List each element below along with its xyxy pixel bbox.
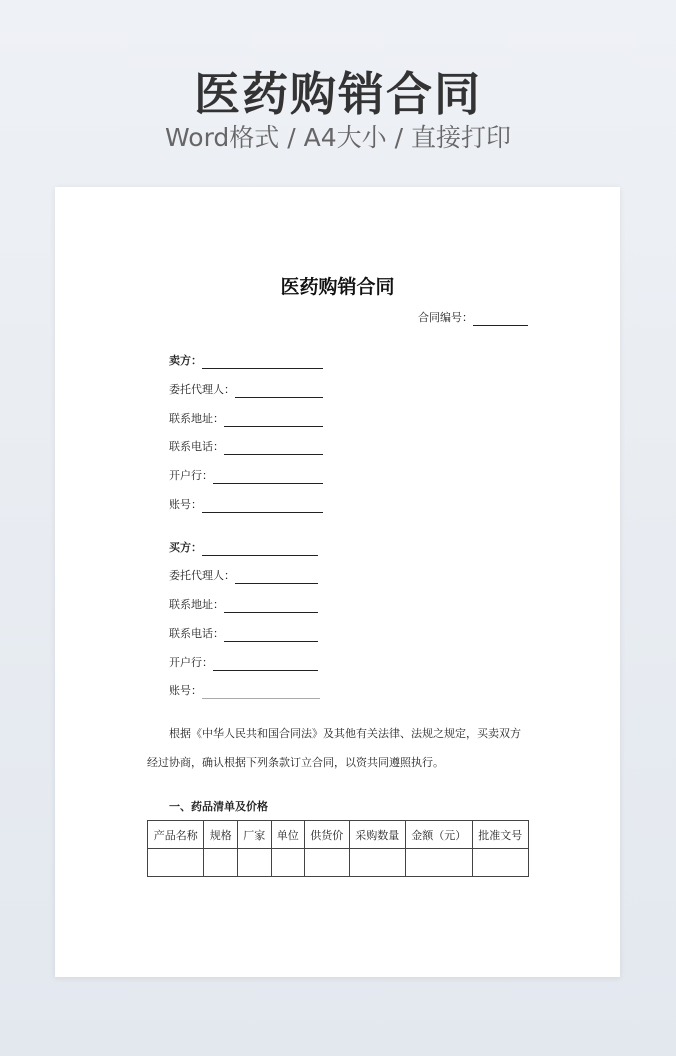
table-header-cell: 厂家 <box>237 821 271 849</box>
table-cell <box>349 849 405 877</box>
document-title: 医药购销合同 <box>280 276 395 298</box>
banner-title: 医药购销合同 <box>194 67 482 121</box>
seller-bank-label: 开户行： <box>169 469 213 482</box>
buyer-name-label: 买方： <box>169 541 202 554</box>
seller-phone-label: 联系电话： <box>169 440 224 453</box>
section-1-title: 一、药品清单及价格 <box>169 800 268 813</box>
contract-number-field <box>418 310 528 326</box>
contract-number-label: 合同编号： <box>418 311 473 324</box>
buyer-agent-blank <box>235 571 318 584</box>
seller-name-label: 卖方： <box>169 354 202 367</box>
table-header-cell: 供货价 <box>305 821 350 849</box>
table-cell <box>237 849 271 877</box>
seller-account-label: 账号： <box>169 498 202 511</box>
buyer-bank-label: 开户行： <box>169 656 213 669</box>
seller-bank-field <box>169 468 323 484</box>
table-header-cell: 产品名称 <box>148 821 204 849</box>
table-row <box>148 849 529 877</box>
buyer-address-field <box>169 597 318 613</box>
seller-phone-field <box>169 439 323 455</box>
seller-account-field <box>169 497 323 513</box>
seller-agent-label: 委托代理人： <box>169 383 235 396</box>
buyer-bank-field <box>169 655 318 671</box>
intro-paragraph: 根据《中华人民共和国合同法》及其他有关法律、法规之规定，买卖双方经过协商，确认根据下列条款订立合同，以资共同遵照执行。 <box>147 727 521 769</box>
table-cell <box>305 849 350 877</box>
table-cell <box>148 849 204 877</box>
buyer-agent-field <box>169 568 318 584</box>
table-cell <box>204 849 238 877</box>
table-cell <box>472 849 528 877</box>
buyer-name-blank <box>202 543 318 556</box>
table-header-cell: 单位 <box>271 821 305 849</box>
buyer-bank-blank <box>213 658 318 671</box>
table-header-row <box>148 821 529 849</box>
document-page <box>55 187 620 977</box>
buyer-phone-label: 联系电话： <box>169 627 224 640</box>
buyer-agent-label: 委托代理人： <box>169 569 235 582</box>
buyer-account-blank <box>202 686 320 699</box>
buyer-account-label: 账号： <box>169 684 202 697</box>
buyer-phone-field <box>169 626 318 642</box>
seller-address-label: 联系地址： <box>169 412 224 425</box>
contract-number-blank <box>473 313 528 326</box>
seller-agent-field <box>169 382 323 398</box>
table-header-cell: 采购数量 <box>349 821 405 849</box>
table-header-cell: 规格 <box>204 821 238 849</box>
seller-name-blank <box>202 356 323 369</box>
seller-phone-blank <box>224 442 323 455</box>
buyer-phone-blank <box>224 629 318 642</box>
table-header-cell: 金额（元） <box>406 821 473 849</box>
table-cell <box>406 849 473 877</box>
seller-name-field <box>169 353 323 369</box>
buyer-account-field <box>169 683 320 699</box>
seller-bank-blank <box>213 471 323 484</box>
buyer-name-field <box>169 540 318 556</box>
seller-address-blank <box>224 414 323 427</box>
table-header-cell: 批准文号 <box>472 821 528 849</box>
buyer-address-label: 联系地址： <box>169 598 224 611</box>
drug-price-table <box>147 820 529 877</box>
seller-account-blank <box>202 500 323 513</box>
seller-agent-blank <box>235 385 323 398</box>
table-cell <box>271 849 305 877</box>
buyer-address-blank <box>224 600 318 613</box>
seller-address-field <box>169 411 323 427</box>
banner-subtitle: Word格式 / A4大小 / 直接打印 <box>165 123 511 152</box>
